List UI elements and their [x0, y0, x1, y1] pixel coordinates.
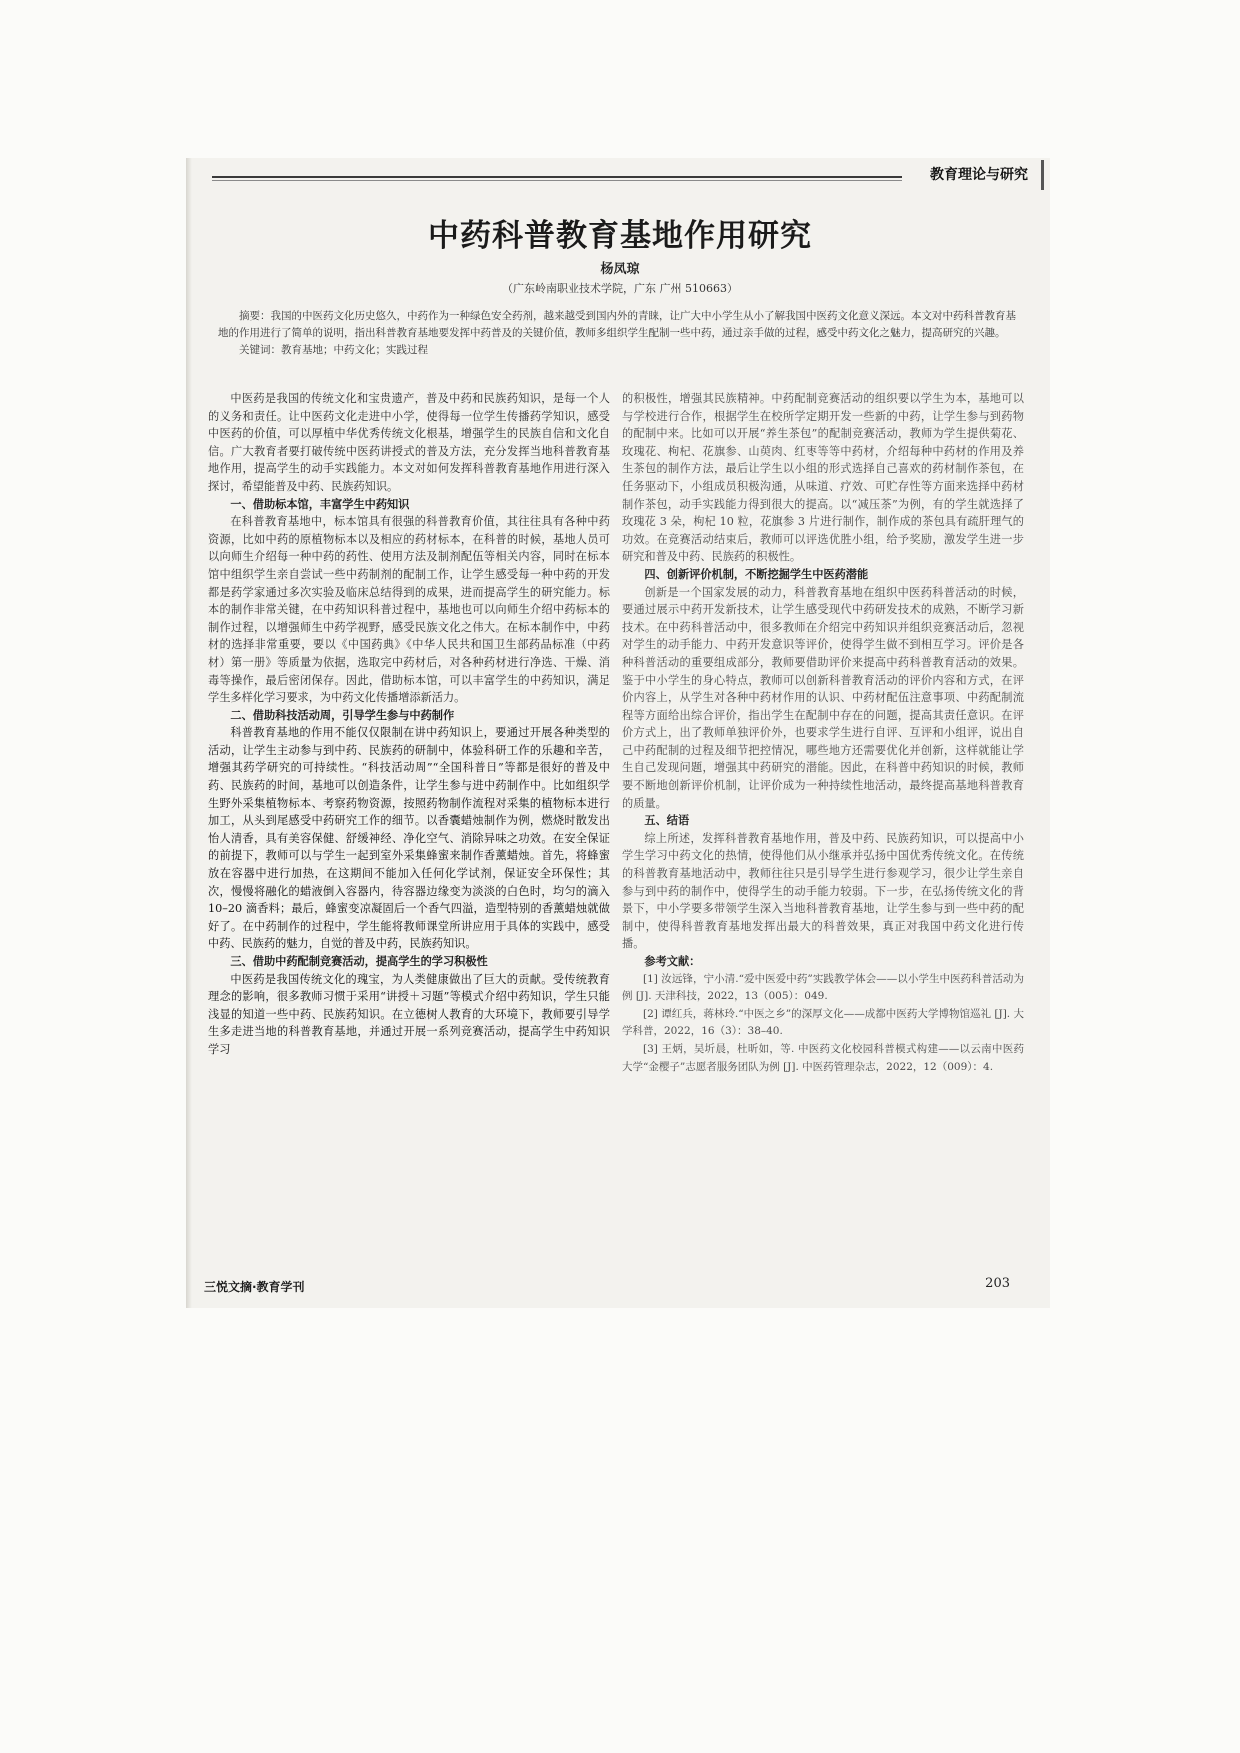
article-title: 中药科普教育基地作用研究 — [428, 218, 812, 254]
page-edge-bar — [1041, 160, 1044, 190]
conclusion-paragraph: 综上所述，发挥科普教育基地作用，普及中药、民族药知识，可以提高中小学生学习中药文化的热情，使得他们从小继承并弘扬中国优秀传统文化。在传统的科普教育基地活动中，教师往往只是引导学生进行参观学习，很少让学生亲自参与到中药的制作中，使得学生的动手能力较弱。下一步，在弘扬传统文化的背景下，中小学要多带领学生深入当地科普教育基地，让学生参与到一些中药的配制中，使得科普教育基地发挥出最大的科普效果，真正对我国中药文化进行传播。 — [622, 831, 1024, 951]
abstract-text: 摘要：我国的中医药文化历史悠久，中药作为一种绿色安全药剂，越来越受到国内外的青睐，让广大中小学生从小了解我国中医药文化意义深远。本文对中药科普教育基地的作用进行了简单的说明，指出科普教育基地要发挥中药普及的关键价值，教师多组织学生配制一些中药，通过亲手做的过程，感受中药文化之魅力，提高研究的兴趣。 — [218, 310, 1016, 339]
abstract-block — [218, 308, 1018, 359]
section-3-paragraph: 中医药是我国传统文化的瑰宝，为人类健康做出了巨大的贡献。受传统教育理念的影响，很多教师习惯于采用“讲授＋习题”等模式介绍中药知识，学生只能浅显的知道一些中药、民族药知识。在立德树人教育的大环境下，教师要引导学生多走进当地的科普教育基地，并通过开展一系列竞赛活动，提高学生中药知识学习 — [208, 972, 610, 1056]
section-heading-3: 三、借助中药配制竞赛活动，提高学生的学习积极性 — [230, 955, 488, 968]
column-label: 教育理论与研究 — [926, 164, 1032, 184]
section-heading-2: 二、借助科技活动周，引导学生参与中药制作 — [230, 708, 455, 722]
section-1-paragraph: 在科普教育基地中，标本馆具有很强的科普教育价值，其往往具有各种中药资源，比如中药的原植物标本以及相应的药材标本，在科普的时候，基地人员可以向师生介绍每一种中药的药性、使用方法及制剂配伍等相关内容，同时在标本馆中组织学生亲自尝试一些中药制剂的配制工作，让学生感受每一种中药的开发都是药学家通过多次实验及临床总结得到的成果，进而提高学生的研究能力。标本的制作非常关键，在中药知识科普过程中，基地也可以向师生介绍中药标本的制作过程，以增强师生中药学视野，感受民族文化之伟大。在标本制作中，中药材的选择非常重要，要以《中国药典》《中华人民共和国卫生部药品标准（中药材）第一册》等质量为依据，选取完中药材后，对各种药材进行净选、干燥、消毒等操作，最后密闭保存。因此，借助标本馆，可以丰富学生的中药知识，满足学生多样化学习要求，为中药文化传播增添新活力。 — [208, 515, 610, 705]
reference-item: [1] 汝远锋，宁小清.“爱中医爱中药”实践教学体会——以小学生中医药科普活动为例 [J]. 天津科技，2022，13（005）：049. — [622, 972, 1024, 1003]
references-heading: 参考文献： — [644, 955, 701, 968]
section-heading-1: 一、借助标本馆，丰富学生中药知识 — [230, 497, 410, 511]
header-rule — [212, 176, 902, 178]
section-heading-5: 五、结语 — [644, 814, 690, 828]
right-column — [622, 390, 1024, 1076]
article-affiliation: （广东岭南职业技术学院，广东 广州 510663） — [502, 282, 738, 295]
section-heading-4: 四、创新评价机制，不断挖掘学生中医药潜能 — [644, 567, 869, 581]
reference-item: [3] 王炳，吴圻晨，杜昕如，等. 中医药文化校园科普模式构建——以云南中医药大学“金樱子”志愿者服务团队为例 [J]. 中医药管理杂志，2022，12（009）：4. — [622, 1042, 1024, 1073]
reference-item: [2] 谭红兵，蒋林玲.“中医之乡”的深厚文化——成都中医药大学博物馆巡礼 [J]. 大学科普，2022，16（3）：38–40. — [622, 1007, 1024, 1038]
left-column — [208, 390, 610, 1059]
intro-paragraph: 中医药是我国的传统文化和宝贵遗产，普及中药和民族药知识，是每一个人的义务和责任。让中医药文化走进中小学，使得每一位学生传播药学知识，感受中医药的价值，可以厚植中华优秀传统文化根基，增强学生的民族自信和文化自信。广大教育者要打破传统中医药讲授式的普及方法，充分发挥当地科普教育基地作用，提高学生的动手实践能力。本文对如何发挥科普教育基地作用进行深入探讨，希望能普及中药、民族药知识。 — [208, 392, 610, 493]
article-author: 杨凤琼 — [600, 262, 640, 277]
section-2-paragraph: 科普教育基地的作用不能仅仅限制在讲中药知识上，要通过开展各种类型的活动，让学生主动参与到中药、民族药的研制中，体验科研工作的乐趣和辛苦，增强其药学研究的可持续性。“科技活动周”“全国科普日”等都是很好的普及中药、民族药的时间，基地可以创造条件，让学生参与进中药制作中。比如组织学生野外采集植物标本、考察药物资源，按照药物制作流程对采集的植物标本进行加工，从头到尾感受中药研究工作的细节。以香囊蜡烛制作为例，燃烧时散发出怡人清香，具有美容保健、舒缓神经、净化空气、消除异味之功效。在安全保证的前提下，教师可以与学生一起到室外采集蜂蜜来制作香薰蜡烛。首先，将蜂蜜放在容器中进行加热，在这期间不能加入任何化学试剂，保证安全环保性；其次，慢慢将融化的蜡液倒入容器内，待容器边缘变为淡淡的白色时，均匀的滴入 10–20 滴香料；最后，蜂蜜变凉凝固后一个香气四溢，造型特别的香薰蜡烛就做好了。在中药制作的过程中，学生能将教师课堂所讲应用于具体的实践中，感受中药、民族药的魅力，自觉的普及中药，民族药知识。 — [208, 726, 610, 951]
journal-footer: 三悦文摘·教育学刊 — [204, 1280, 305, 1294]
page-number: 203 — [985, 1276, 1010, 1291]
keywords-text: 关键词：教育基地；中药文化；实践过程 — [239, 344, 428, 356]
section-4-paragraph: 创新是一个国家发展的动力，科普教育基地在组织中医药科普活动的时候，要通过展示中药开发新技术，让学生感受现代中药研发技术的成熟，不断学习新技术。在中药科普活动中，很多教师在介绍完中药知识并组织竞赛活动后，忽视对学生的动手能力、中药开发意识等评价，使得学生做不到相互学习。评价是各种科普活动的重要组成部分，教师要借助评价来提高中药科普教育活动的效果。鉴于中小学生的身心特点，教师可以创新科普教育活动的评价内容和方式，在评价内容上，从学生对各种中药材作用的认识、中药材配伍注意事项、中药配制流程等方面给出综合评价，指出学生在配制中存在的问题，提高其责任意识。在评价方式上，出了教师单独评价外，也要求学生进行自评、互评和小组评，说出自己中药配制的过程及细节把控情况，哪些地方还需要优化并创新，这样就能让学生自己发现问题，增强其中药研究的潜能。因此，在科普中药知识的时候，教师要不断地创新评价机制，让评价成为一种持续性地活动，最终提高基地科普教育的质量。 — [622, 585, 1024, 810]
section-3-continued: 的积极性，增强其民族精神。中药配制竞赛活动的组织要以学生为本，基地可以与学校进行合作，根据学生在校所学定期开发一些新的中药，让学生参与到药物的配制中来。比如可以开展“养生茶包”的配制竞赛活动，教师为学生提供菊花、玫瑰花、枸杞、花旗参、山萸肉、红枣等等中药材，介绍每种中药材的作用及养生茶包的制作方法，最后让学生以小组的形式选择自己喜欢的药材制作茶包，在任务驱动下，小组成员积极沟通，从味道、疗效、可贮存性等方面来选择中药材制作茶包，动手实践能力得到很大的提高。以“减压茶”为例，有的学生就选择了玫瑰花 3 朵，枸杞 10 粒，花旗参 3 片进行制作，制作成的茶包具有疏肝理气的功效。在竞赛活动结束后，教师可以评选优胜小组，给予奖励，激发学生进一步研究和普及中药、民族药的积极性。 — [622, 392, 1024, 564]
header-rule-thin — [212, 180, 902, 181]
scanned-page — [190, 158, 1050, 1308]
